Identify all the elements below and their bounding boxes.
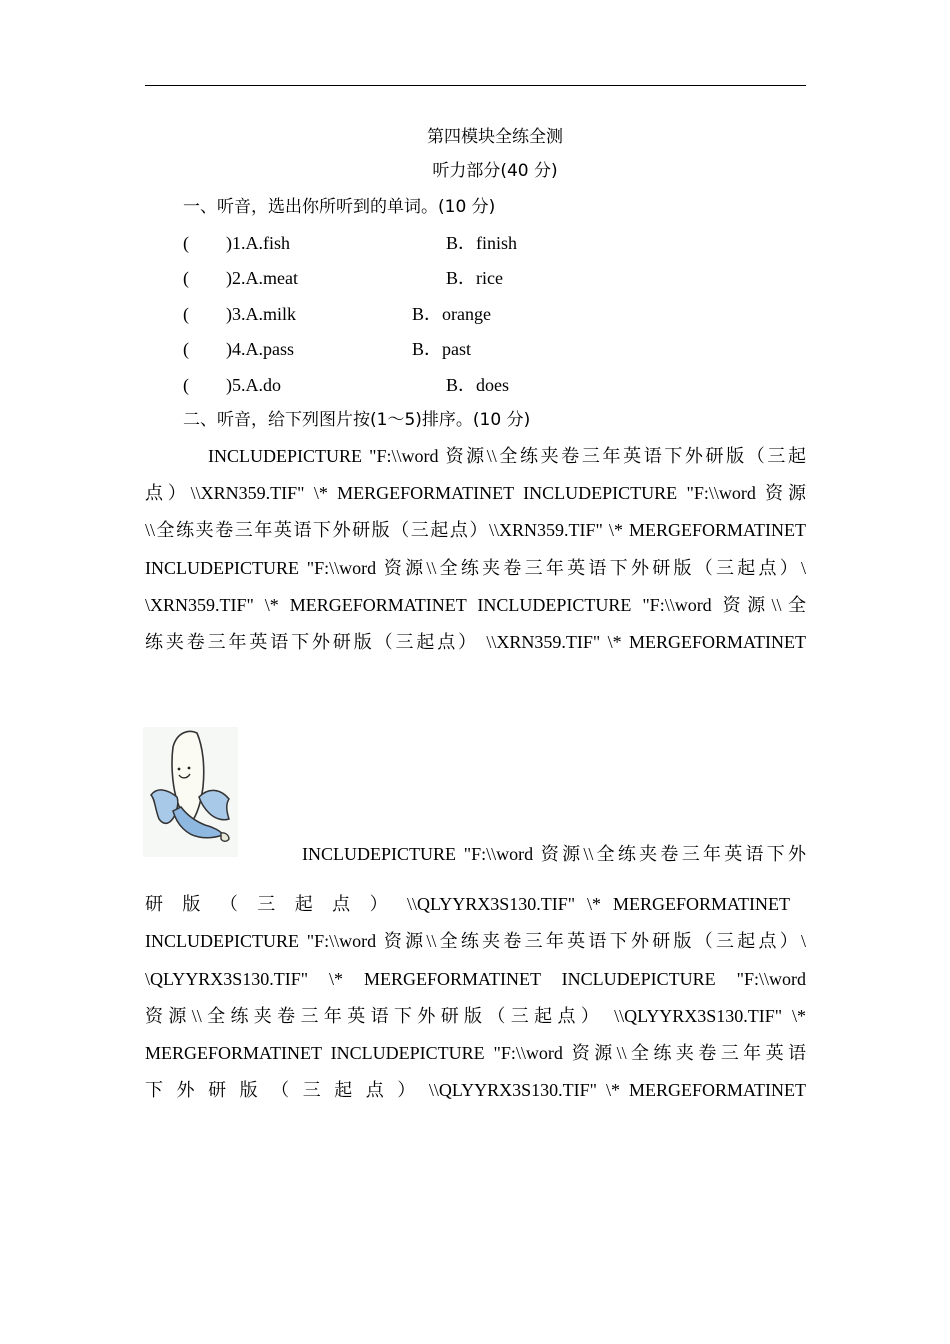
field-code-line: 下 外 研 版 （ 三 起 点 ） \\QLYYRX3S130.TIF" \* MERGEFORMATINET <box>145 1080 806 1100</box>
option-b: B．past <box>412 339 472 359</box>
field-code-line: \\全练夹卷三年英语下外研版（三起点）\\XRN359.TIF" \* MERGEFORMATINET <box>145 520 806 540</box>
page-title: 第四模块全练全测 <box>427 127 563 147</box>
field-code-line: INCLUDEPICTURE "F:\\word 资源\\全练夹卷三年英语下外研版（三起 <box>208 446 806 466</box>
option-a: )5.A.do <box>226 375 281 395</box>
field-code-line: \XRN359.TIF" \* MERGEFORMATINET INCLUDEPICTURE "F:\\word 资源\\全 <box>145 595 806 615</box>
option-b: B．finish <box>446 233 518 253</box>
field-code-line: 资源\\全练夹卷三年英语下外研版（三起点） \\QLYYRX3S130.TIF" \* <box>145 1006 806 1026</box>
option-a: )4.A.pass <box>226 339 294 359</box>
page-subtitle: 听力部分(40 分) <box>432 161 558 181</box>
answer-paren: ( <box>183 375 189 395</box>
section1-heading: 一、听音，选出你所听到的单词。(10 分) <box>183 197 496 217</box>
field-code-line: 点）\\XRN359.TIF" \* MERGEFORMATINET INCLUDEPICTURE "F:\\word 资源 <box>145 483 806 503</box>
answer-paren: ( <box>183 304 189 324</box>
header-rule <box>145 85 806 86</box>
option-a: )3.A.milk <box>226 304 296 324</box>
answer-paren: ( <box>183 339 189 359</box>
field-code-line: \QLYYRX3S130.TIF" \* MERGEFORMATINET INCLUDEPICTURE "F:\\word <box>145 969 806 989</box>
field-code-line: INCLUDEPICTURE "F:\\word 资源\\全练夹卷三年英语下外 <box>302 844 806 864</box>
answer-paren: ( <box>183 233 189 253</box>
option-b: B．orange <box>412 304 491 324</box>
option-b: B．rice <box>446 268 503 288</box>
field-code-line: 练夹卷三年英语下外研版（三起点） \\XRN359.TIF" \* MERGEFORMATINET <box>145 632 806 652</box>
answer-paren: ( <box>183 268 189 288</box>
banana-picture <box>143 727 238 857</box>
section2-heading: 二、听音，给下列图片按(1～5)排序。(10 分) <box>183 410 531 430</box>
field-code-line: 研 版 （ 三 起 点 ） \\QLYYRX3S130.TIF" \* MERGEFORMATINET <box>145 894 790 914</box>
field-code-line: INCLUDEPICTURE "F:\\word 资源\\全练夹卷三年英语下外研版（三起点）\ <box>145 558 806 578</box>
field-code-line: MERGEFORMATINET INCLUDEPICTURE "F:\\word 资源\\全练夹卷三年英语 <box>145 1043 806 1063</box>
field-code-line: INCLUDEPICTURE "F:\\word 资源\\全练夹卷三年英语下外研版（三起点）\ <box>145 931 806 951</box>
option-a: )2.A.meat <box>226 268 298 288</box>
option-b: B．does <box>446 375 509 395</box>
option-a: )1.A.fish <box>226 233 290 253</box>
